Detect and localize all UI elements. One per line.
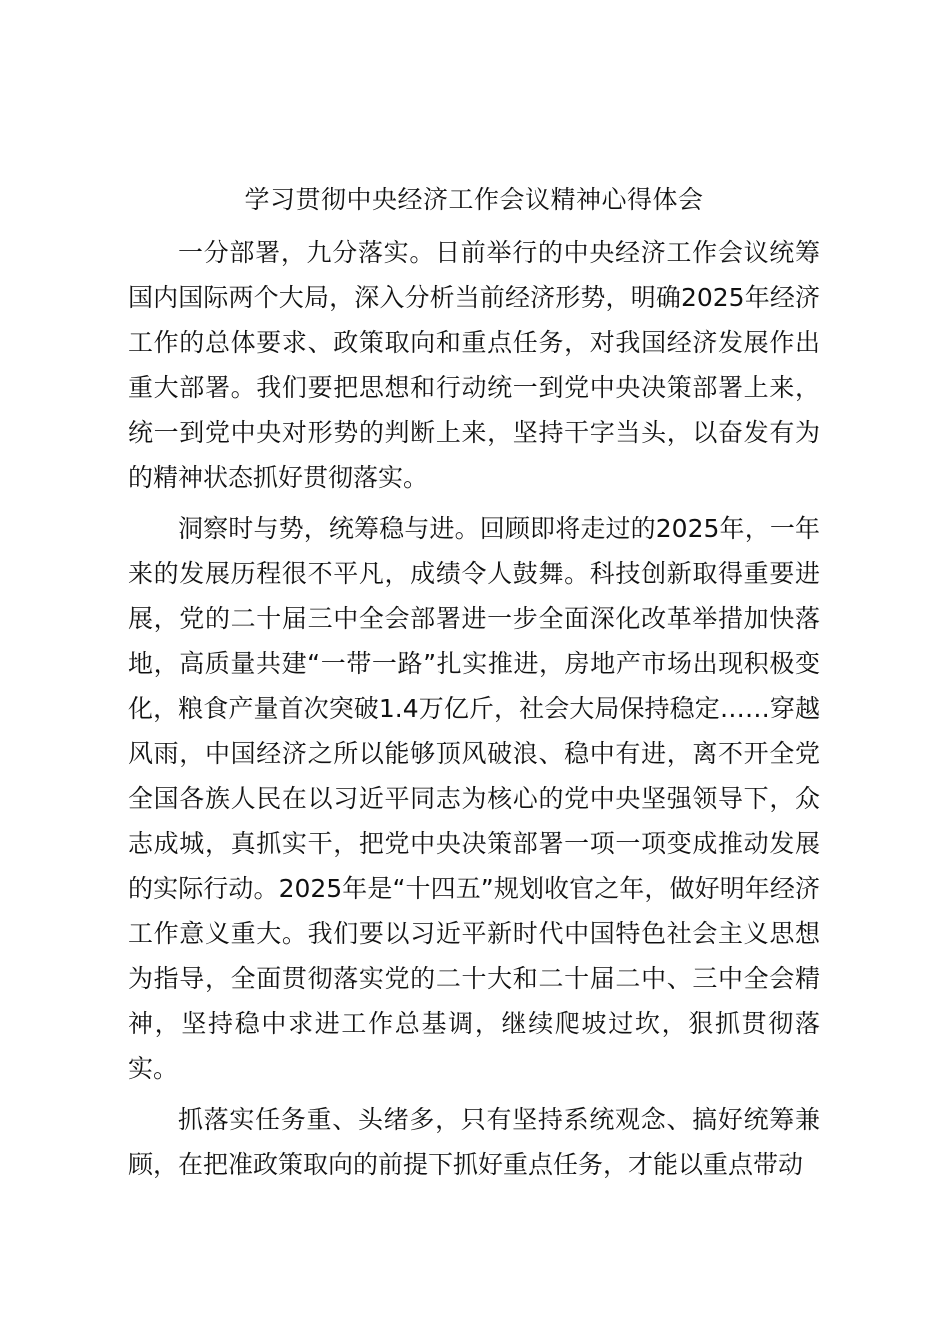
paragraph-3: 抓落实任务重、头绪多，只有坚持系统观念、搞好统筹兼顾，在把准政策取向的前提下抓好重点任务，才能以重点带动 — [128, 1105, 820, 1179]
paragraph-1: 一分部署，九分落实。日前举行的中央经济工作会议统筹国内国际两个大局，深入分析当前经济形势，明确2025年经济工作的总体要求、政策取向和重点任务，对我国经济发展作出重大部署。我们要把思想和行动统一到党中央决策部署上来，统一到党中央对形势的判断上来，坚持干字当头，以奋发有为的精神状态抓好贯彻落实。 — [128, 238, 820, 492]
document-page — [128, 170, 820, 1187]
paragraph-2: 洞察时与势，统筹稳与进。回顾即将走过的2025年，一年来的发展历程很不平凡，成绩令人鼓舞。科技创新取得重要进展，党的二十届三中全会部署进一步全面深化改革举措加快落地，高质量共建“一带一路”扎实推进，房地产市场出现积极变化，粮食产量首次突破1.4万亿斤，社会大局保持稳定……穿越风雨，中国经济之所以能够顶风破浪、稳中有进，离不开全党全国各族人民在以习近平同志为核心的党中央坚强领导下，众志成城，真抓实干，把党中央决策部署一项一项变成推动发展的实际行动。2025年是“十四五”规划收官之年，做好明年经济工作意义重大。我们要以习近平新时代中国特色社会主义思想为指导，全面贯彻落实党的二十大和二十届二中、三中全会精神，坚持稳中求进工作总基调，继续爬坡过坎，狠抓贯彻落实。 — [128, 514, 820, 1083]
document-title: 学习贯彻中央经济工作会议精神心得体会 — [244, 185, 704, 214]
